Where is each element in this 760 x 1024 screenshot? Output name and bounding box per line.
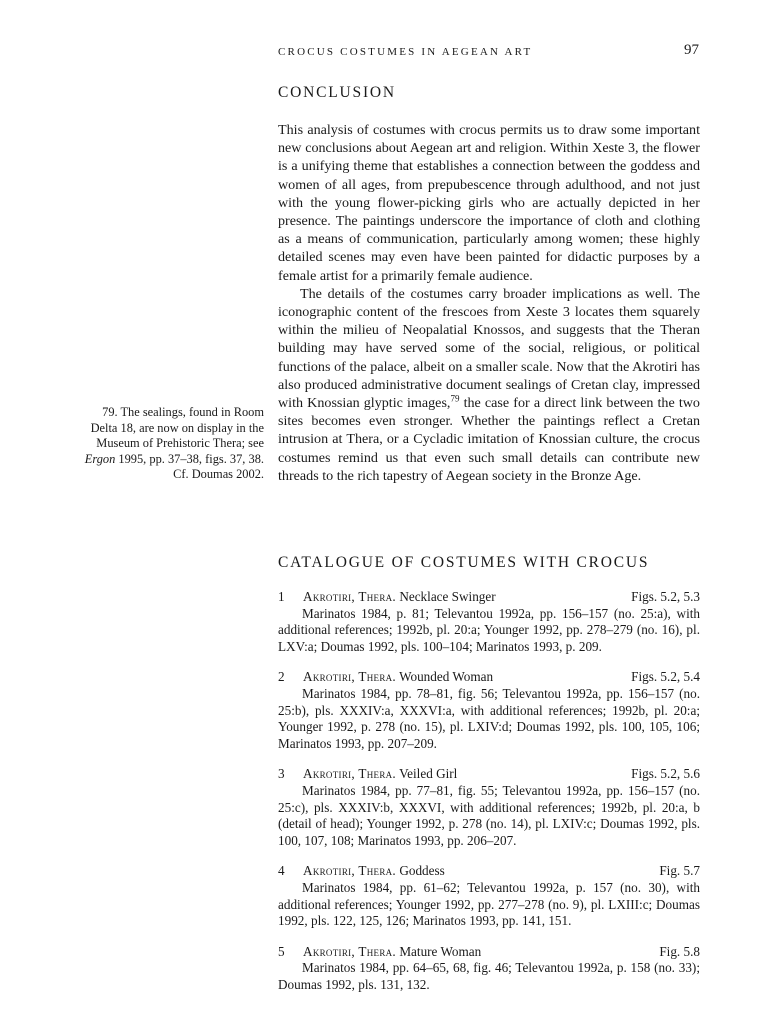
entry-figure-ref: Figs. 5.2, 5.3 bbox=[631, 589, 700, 604]
entry-title: Veiled Girl bbox=[399, 766, 458, 782]
entry-number: 2 bbox=[278, 669, 285, 685]
catalogue-entry bbox=[278, 589, 700, 655]
footnote-line bbox=[64, 452, 264, 468]
entry-references: Marinatos 1984, pp. 64–65, 68, fig. 46; Televantou 1992a, p. 158 (no. 33); Doumas 1992, pls. 131, 132. bbox=[278, 960, 700, 992]
entry-title: Mature Woman bbox=[399, 943, 482, 959]
footnote-citation: 1995, pp. 37–38, figs. 37, 38. bbox=[115, 451, 264, 466]
footnote-line: 79. The sealings, found in Room bbox=[102, 405, 264, 419]
footnote-journal-title: Ergon bbox=[84, 451, 116, 466]
entry-header bbox=[278, 863, 700, 880]
entry-number: 1 bbox=[278, 589, 285, 604]
conclusion-body bbox=[278, 121, 700, 485]
footnote-line: Delta 18, are now on display in the bbox=[90, 420, 264, 435]
running-head: CROCUS COSTUMES IN AEGEAN ART bbox=[278, 46, 533, 58]
paragraph-2-text-b: the case for a direct link between the two sites becomes even stronger. Whether the paintings reflect a Cretan intrusion at Thera, or a Cycladic imitation of Knossian culture, the crocus costumes remind us that even such small details can contribute new threads to the rich tapestry of Aegean society in the Bronze Age. bbox=[278, 395, 700, 484]
entry-figure-ref: Fig. 5.7 bbox=[659, 863, 700, 879]
footnote-79 bbox=[64, 405, 264, 483]
entry-references: Marinatos 1984, pp. 61–62; Televantou 1992a, p. 157 (no. 30), with additional references; Younger 1992, pp. 277–278 (no. 9), pl. LXIII:c; Doumas 1992, pls. 122, 125, 126; Marinatos 1993, pp. 141, 151. bbox=[278, 879, 700, 929]
footnote-line: Museum of Prehistoric Thera; see bbox=[96, 436, 264, 451]
entry-number: 4 bbox=[278, 863, 285, 879]
entry-figure-ref: Figs. 5.2, 5.4 bbox=[631, 669, 700, 685]
footnote-line: Cf. Doumas 2002. bbox=[173, 467, 264, 482]
entry-site: Akrotiri, Thera. bbox=[303, 669, 397, 685]
entry-site: Akrotiri, Thera. bbox=[303, 863, 397, 879]
entry-references: Marinatos 1984, pp. 77–81, fig. 55; Televantou 1992a, pp. 156–157 (no. 25:c), pls. XXXIV:b, XXXVI, with additional references; 1992b, pl. 20:a, b (detail of head); Younger 1992, p. 278 (no. 14), pl. LXIV:c; Doumas 1992, pls. 100, 107, 108; Marinatos 1993, pp. 206–207. bbox=[278, 782, 700, 848]
catalogue-entry bbox=[278, 944, 700, 994]
catalogue-list bbox=[278, 589, 700, 1007]
entry-title: Goddess bbox=[399, 863, 445, 879]
entry-header bbox=[278, 766, 700, 783]
entry-header bbox=[278, 669, 700, 686]
conclusion-paragraph-2 bbox=[278, 285, 700, 485]
entry-site: Akrotiri, Thera. bbox=[303, 766, 397, 782]
entry-number: 5 bbox=[278, 943, 285, 959]
entry-site: Akrotiri, Thera. bbox=[303, 943, 397, 959]
entry-header bbox=[278, 944, 700, 961]
entry-title: Wounded Woman bbox=[399, 669, 494, 685]
catalogue-entry bbox=[278, 669, 700, 752]
catalogue-heading: CATALOGUE OF COSTUMES WITH CROCUS bbox=[278, 554, 650, 571]
page-number: 97 bbox=[684, 42, 699, 58]
catalogue-entry bbox=[278, 863, 700, 929]
entry-site: Akrotiri, Thera. bbox=[303, 589, 397, 604]
entry-header bbox=[278, 589, 700, 606]
conclusion-heading: CONCLUSION bbox=[278, 84, 396, 101]
paragraph-2-text-a: The details of the costumes carry broader implications as well. The iconographic content of the frescoes from Xeste 3 locates them squarely within the milieu of Neopalatial Knossos, and suggests that the Theran building may have served some of the social, religious, or political functions of the palace, albeit on a smaller scale. Now that the Akrotiri has also produced administrative document sealings of Cretan clay, impressed with Knossian glyptic images, bbox=[278, 285, 700, 412]
footnote-reference-79[interactable]: 79 bbox=[450, 393, 460, 404]
entry-figure-ref: Fig. 5.8 bbox=[659, 943, 700, 959]
entry-figure-ref: Figs. 5.2, 5.6 bbox=[631, 766, 700, 782]
entry-references: Marinatos 1984, pp. 78–81, fig. 56; Televantou 1992a, pp. 156–157 (no. 25:b), pls. XXXIV:a, XXXVI:a, with additional references; 1992b, pl. 20:a; Younger 1992, p. 278 (no. 15), pl. LXIV:d; Doumas 1992, pls. 100, 105, 106; Marinatos 1993, pp. 207–209. bbox=[278, 685, 700, 751]
catalogue-entry bbox=[278, 766, 700, 849]
conclusion-paragraph-1: This analysis of costumes with crocus permits us to draw some important new conclusions about Aegean art and religion. Within Xeste 3, the flower is a unifying theme that establishes a connection between the goddess and women of all ages, from prepubescence through adulthood, and not just with the young flower-picking girls who are actually depicted in her presence. The paintings underscore the importance of cloth and clothing as a means of communication, particularly among women; these highly detailed scenes may even have been painted for didactic purposes by a female artist for a primarily female audience. bbox=[278, 122, 700, 284]
entry-title: Necklace Swinger bbox=[399, 589, 496, 604]
entry-references: Marinatos 1984, p. 81; Televantou 1992a, pp. 156–157 (no. 25:a), with additional references; 1992b, pl. 20:a; Younger 1992, pp. 278–279 (no. 16), pl. LXV:a; Doumas 1992, pls. 100–104; Marinatos 1993, p. 209. bbox=[278, 605, 700, 654]
entry-number: 3 bbox=[278, 766, 285, 782]
